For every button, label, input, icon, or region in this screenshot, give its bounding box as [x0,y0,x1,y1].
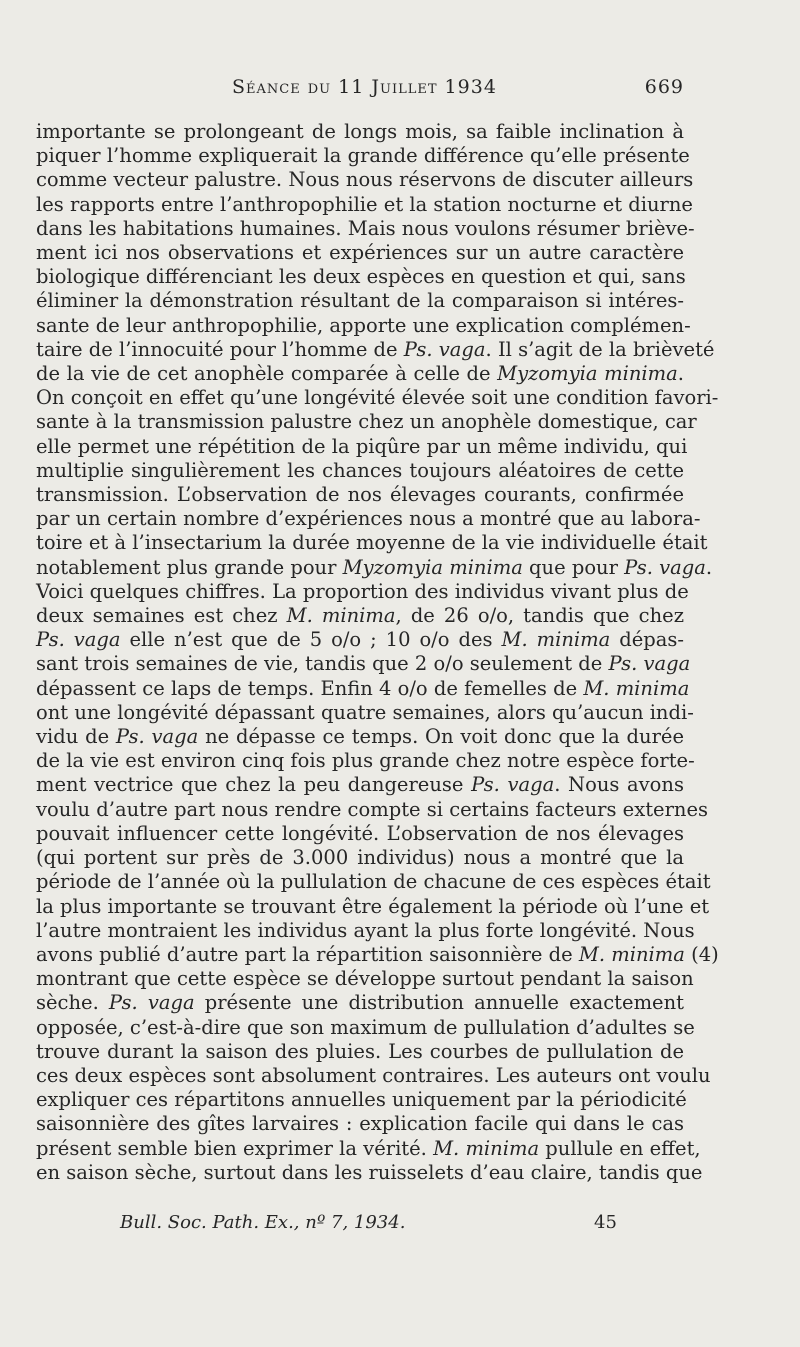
text-line: importante se prolongeant de longs mois, sa faible inclination à [36,120,684,143]
text-line: sèche. Ps. vaga présente une distribution annuelle exactement [36,991,684,1015]
text-line: montrant que cette espèce se développe surtout pendant la saison [36,967,694,991]
text-line: de la vie de cet anophèle comparée à celle de Myzomyia minima. [36,362,684,386]
text-line: multiplie singulièrement les chances toujours aléatoires de cette [36,458,684,482]
body-text [36,120,719,1185]
text-line: avons publié d’autre part la répartition saisonnière de M. minima (4) [36,942,719,966]
text-line: par un certain nombre d’expériences nous a montré que au labora- [36,507,701,531]
text-line: l’autre montraient les individus ayant la plus forte longévité. Nous [36,918,695,942]
text-line: sant trois semaines de vie, tandis que 2 o/o seulement de Ps. vaga [36,652,691,676]
text-line: deux semaines est chez M. minima, de 26 o/o, tandis que chez [36,604,684,628]
signature-mark: 45 [594,1212,617,1233]
text-line: expliquer ces répartitons annuelles uniquement par la périodicité [36,1088,687,1112]
text-line: comme vecteur palustre. Nous nous réservons de discuter ailleurs [36,168,694,192]
text-line: période de l’année où la pullulation de chacune de ces espèces était [36,870,711,894]
text-line: en saison sèche, surtout dans les ruisselets d’eau claire, tandis que [36,1160,703,1184]
text-line: pouvait influencer cette longévité. L’observation de nos élevages [36,821,684,845]
text-line: piquer l’homme expliquerait la grande différence qu’elle présente [36,144,690,168]
journal-reference: Bull. Soc. Path. Ex., nº 7, 1934. [120,1212,406,1233]
text-line: ment vectrice que chez la peu dangereuse Ps. vaga. Nous avons [36,773,684,797]
text-line: éliminer la démonstration résultant de la comparaison si intéres- [36,289,684,313]
text-line: les rapports entre l’anthropophilie et la station nocturne et diurne [36,192,693,216]
text-line: Ps. vaga elle n’est que de 5 o/o ; 10 o/o des M. minima dépas- [36,628,684,652]
text-line: ment ici nos observations et expériences sur un autre caractère [36,241,684,265]
text-line: dépassent ce laps de temps. Enfin 4 o/o de femelles de M. minima [36,676,690,700]
text-line: ont une longévité dépassant quatre semaines, alors qu’aucun indi- [36,700,694,724]
text-line: On conçoit en effet qu’une longévité élevée soit une condition favori- [36,386,719,410]
text-line: ces deux espèces sont absolument contraires. Les auteurs ont voulu [36,1063,711,1087]
header-title: Séance du 11 Juillet 1934 [232,76,497,98]
text-line: trouve durant la saison des pluies. Les courbes de pullulation de [36,1039,684,1063]
running-header [232,76,684,104]
text-line: sante à la transmission palustre chez un anophèle domestique, car [36,410,697,434]
text-line: notablement plus grande pour Myzomyia minima que pour Ps. vaga. [36,555,713,579]
text-line: voulu d’autre part nous rendre compte si certains facteurs externes [36,797,709,821]
text-line: présent semble bien exprimer la vérité. M. minima pullule en effet, [36,1136,701,1160]
text-line: (qui portent sur près de 3.000 individus) nous a montré que la [36,846,684,870]
text-line: elle permet une répétition de la piqûre par un même individu, qui [36,434,688,458]
text-line: transmission. L’observation de nos élevages courants, confirmée [36,483,684,507]
text-line: opposée, c’est-à-dire que son maximum de pullulation d’adultes se [36,1015,695,1039]
text-line: taire de l’innocuité pour l’homme de Ps. vaga. Il s’agit de la brièveté [36,337,715,361]
text-line: saisonnière des gîtes larvaires : explication facile qui dans le cas [36,1112,684,1136]
text-line: sante de leur anthropophilie, apporte une explication complémen- [36,313,691,337]
text-line: de la vie est environ cinq fois plus grande chez notre espèce forte- [36,749,695,773]
text-line: la plus importante se trouvant être également la période où l’une et [36,894,710,918]
page-number: 669 [644,76,684,98]
text-line: dans les habitations humaines. Mais nous voulons résumer briève- [36,216,695,240]
text-line: vidu de Ps. vaga ne dépasse ce temps. On voit donc que la durée [36,725,685,749]
text-line: toire et à l’insectarium la durée moyenne de la vie individuelle était [36,531,708,555]
text-line: Voici quelques chiffres. La proportion des individus vivant plus de [36,579,689,603]
text-line: biologique différenciant les deux espèces en question et qui, sans [36,265,686,289]
